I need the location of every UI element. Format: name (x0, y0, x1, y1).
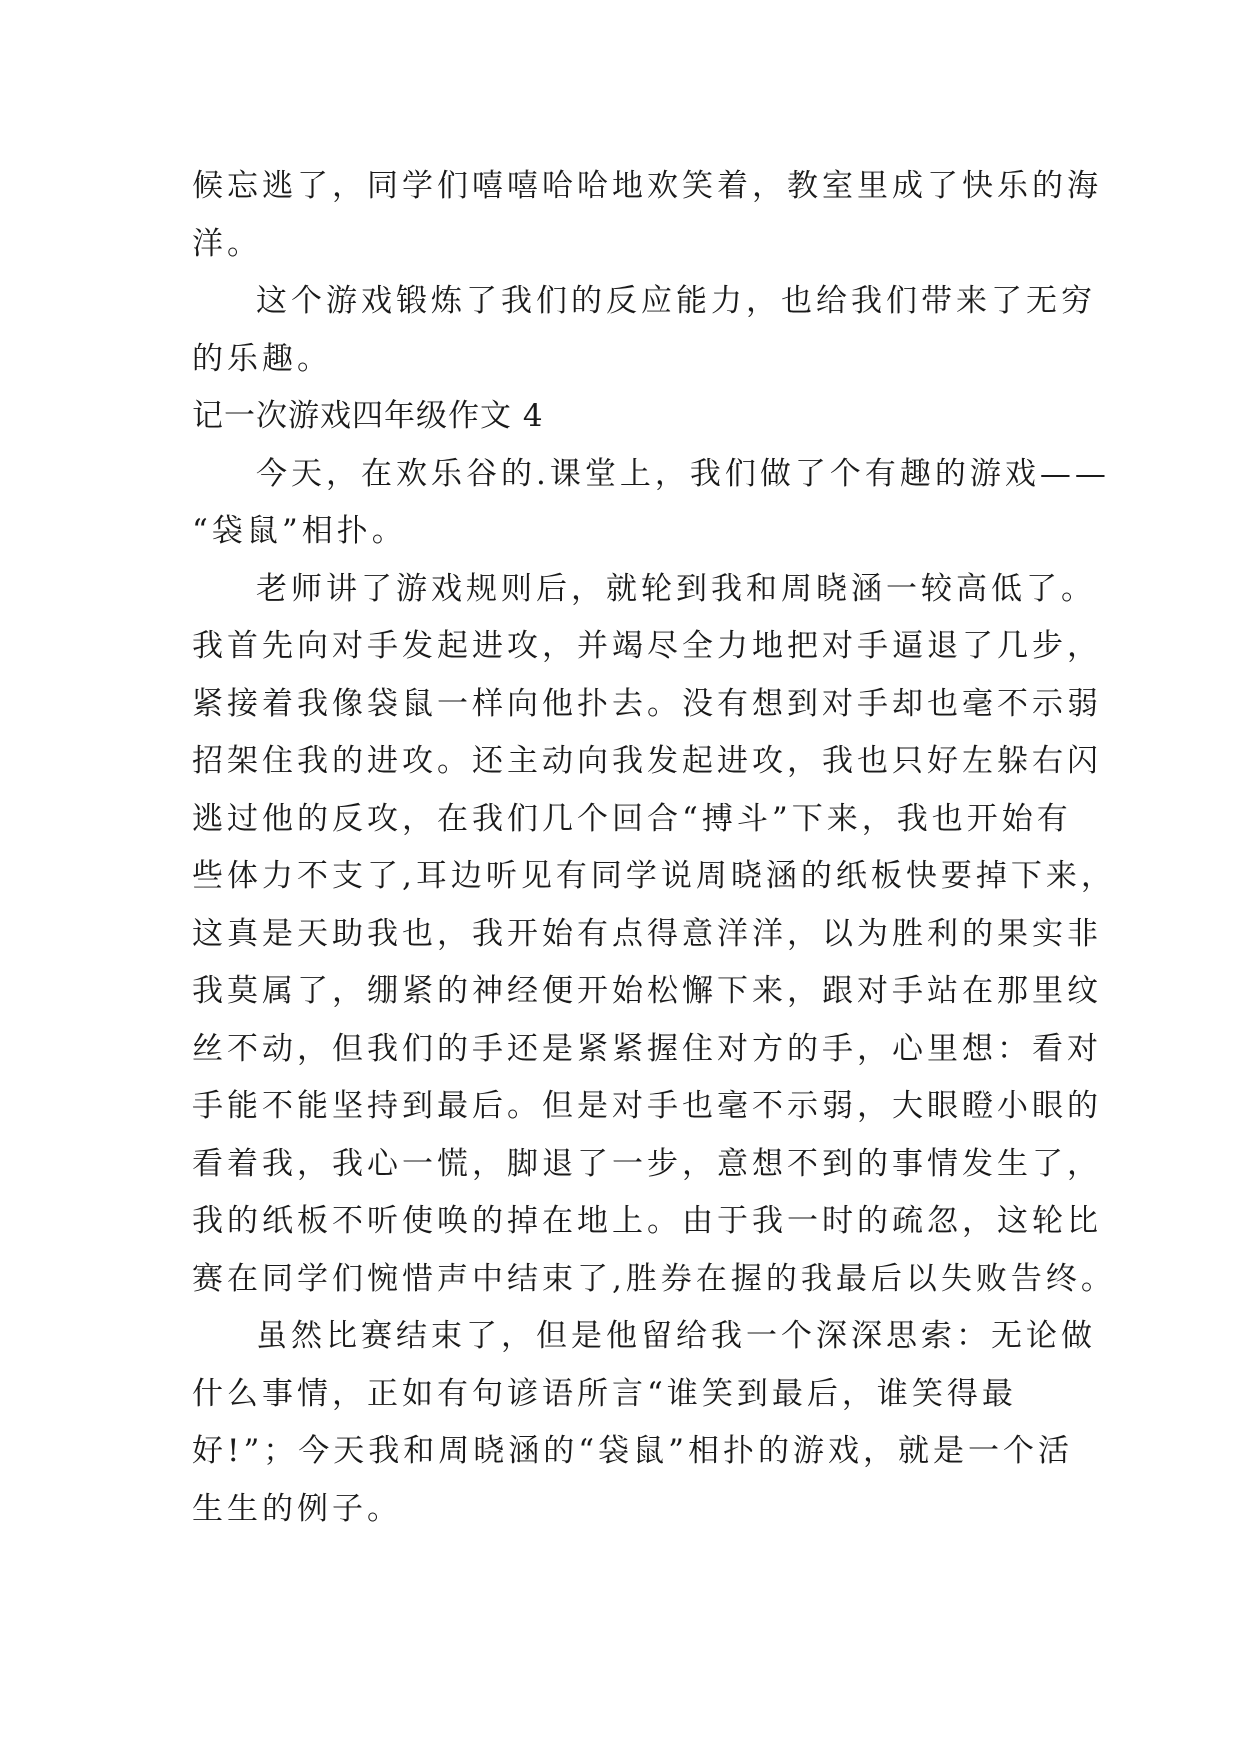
text-line: 些体力不支了,耳边听见有同学说周晓涵的纸板快要掉下来， (192, 858, 1116, 894)
text-line: 招架住我的进攻。还主动向我发起进攻，我也只好左躲右闪 (192, 743, 1102, 779)
text-line: 的乐趣。 (192, 340, 332, 377)
document-body (192, 158, 1116, 1538)
text-line: 什么事情，正如有句谚语所言“谁笑到最后，谁笑得最 (192, 1375, 1017, 1412)
text-line: 生生的例子。 (192, 1490, 402, 1527)
text-line: 洋。 (192, 225, 262, 262)
text-line: 这真是天助我也，我开始有点得意洋洋，以为胜利的果实非 (192, 915, 1102, 952)
text-line: 看着我，我心一慌，脚退了一步，意想不到的事情发生了， (192, 1145, 1102, 1182)
paragraph-start: 今天，在欢乐谷的.课堂上，我们做了个有趣的游戏—— (256, 455, 1110, 492)
text-line: 我莫属了，绷紧的神经便开始松懈下来，跟对手站在那里纹 (192, 973, 1102, 1009)
text-line: “袋鼠”相扑。 (192, 513, 407, 549)
paragraph-start: 老师讲了游戏规则后，就轮到我和周晓涵一较高低了。 (256, 570, 1096, 607)
text-line: 我的纸板不听使唤的掉在地上。由于我一时的疏忽，这轮比 (192, 1203, 1102, 1239)
text-line: 赛在同学们惋惜声中结束了,胜券在握的我最后以失败告终。 (192, 1260, 1116, 1297)
text-line: 紧接着我像袋鼠一样向他扑去。没有想到对手却也毫不示弱 (192, 685, 1102, 722)
text-line: 丝不动，但我们的手还是紧紧握住对方的手，心里想：看对 (192, 1030, 1102, 1067)
paragraph-start: 这个游戏锻炼了我们的反应能力，也给我们带来了无穷 (256, 283, 1096, 319)
text-line: 候忘逃了，同学们嘻嘻哈哈地欢笑着，教室里成了快乐的海 (192, 168, 1102, 204)
section-heading: 记一次游戏四年级作文 4 (192, 398, 544, 434)
text-line: 逃过他的反攻，在我们几个回合“搏斗”下来，我也开始有 (192, 800, 1072, 837)
text-line: 好!”；今天我和周晓涵的“袋鼠”相扑的游戏，就是一个活 (192, 1433, 1073, 1469)
paragraph-start: 虽然比赛结束了，但是他留给我一个深深思索：无论做 (256, 1318, 1096, 1354)
text-line: 手能不能坚持到最后。但是对手也毫不示弱，大眼瞪小眼的 (192, 1088, 1102, 1124)
text-line: 我首先向对手发起进攻，并竭尽全力地把对手逼退了几步， (192, 628, 1102, 664)
